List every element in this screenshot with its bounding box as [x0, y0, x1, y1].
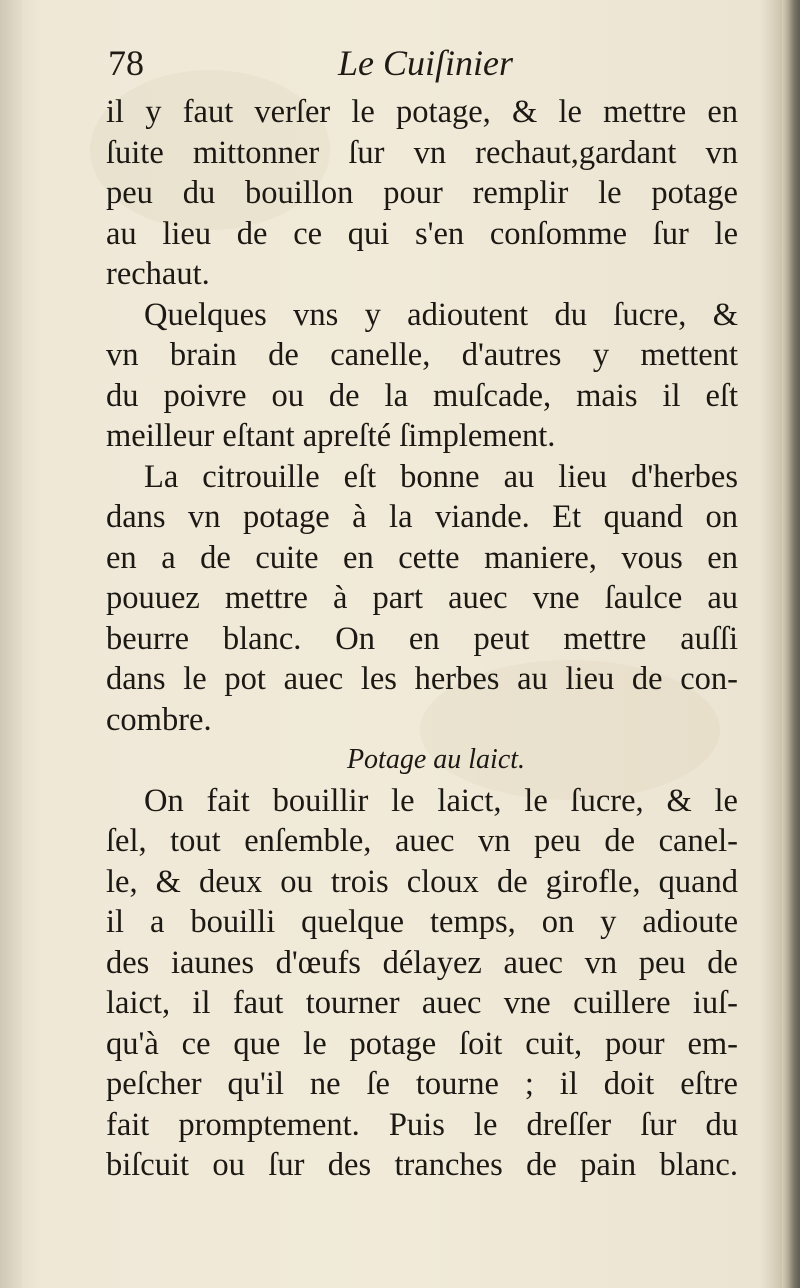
text-line: vn brain de canelle, d'autres y mettent — [106, 337, 738, 373]
text-line: meilleur eſtant apreſté ſimplement. — [106, 418, 556, 454]
text-line: des iaunes d'œufs délayez auec vn peu de — [106, 944, 738, 981]
text-line: il a bouilli quelque temps, on y adioute — [106, 904, 738, 940]
page-number: 78 — [108, 43, 144, 83]
text-line: peu du bouillon pour remplir le potage — [106, 175, 738, 211]
text-line: il y faut verſer le potage, & le mettre en — [106, 94, 738, 130]
text-line: qu'à ce que le potage ſoit cuit, pour em- — [106, 1025, 738, 1062]
text-line: ſel, tout enſemble, auec vn peu de canel- — [106, 823, 738, 859]
text-line: en a de cuite en cette maniere, vous en — [106, 539, 738, 576]
text-line: dans vn potage à la viande. Et quand on — [106, 499, 738, 535]
page-edge — [782, 0, 800, 1288]
text-line: La citrouille eſt bonne au lieu d'herbes — [144, 458, 738, 495]
text-line: peſcher qu'il ne ſe tourne ; il doit eſtre — [106, 1066, 738, 1102]
text-line: au lieu de ce qui s'en conſomme ſur le — [106, 215, 738, 252]
body-text — [106, 92, 738, 1186]
text-line: fait promptement. Puis le dreſſer ſur du — [106, 1106, 738, 1143]
running-title: Le Cuiſinier — [338, 43, 514, 83]
text-line: Quelques vns y adioutent du ſucre, & — [144, 296, 738, 333]
text-line: combre. — [106, 701, 212, 738]
page-gutter — [0, 0, 22, 1288]
text-line: biſcuit ou ſur des tranches de pain blanc. — [106, 1147, 738, 1183]
page-header — [108, 42, 738, 88]
text-line: On fait bouillir le laict, le ſucre, & le — [144, 782, 738, 819]
text-line: beurre blanc. On en peut mettre auſſi — [106, 620, 738, 657]
section-heading: Potage au laict. — [346, 744, 526, 775]
text-line: rechaut. — [106, 256, 210, 292]
text-line: du poivre ou de la muſcade, mais il eſt — [106, 377, 738, 414]
text-line: le, & deux ou trois cloux de girofle, quand — [106, 863, 738, 900]
text-line: pouuez mettre à part auec vne ſaulce au — [106, 580, 738, 616]
text-line: dans le pot auec les herbes au lieu de con- — [106, 661, 738, 697]
text-line: laict, il faut tourner auec vne cuillere iuſ- — [106, 985, 738, 1021]
text-line: ſuite mittonner ſur vn rechaut,gardant vn — [106, 134, 738, 171]
